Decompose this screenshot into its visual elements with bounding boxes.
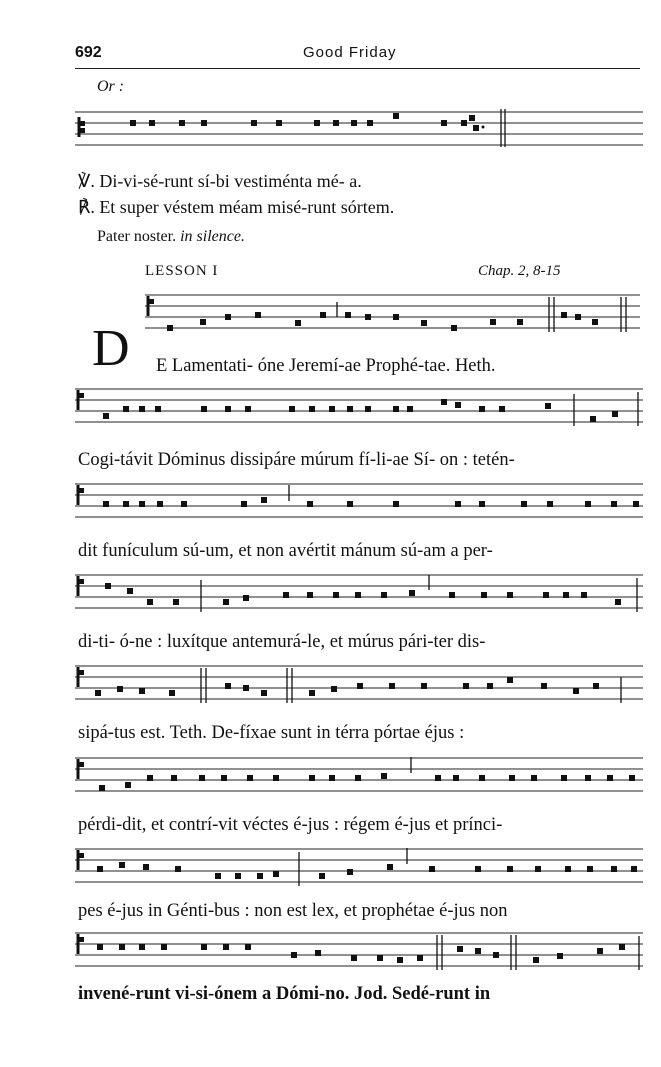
pater-noster-text: Pater noster. xyxy=(97,228,177,245)
lyric-line-7: pes é-jus in Génti-bus : non est lex, et prophétae é-jus non xyxy=(78,901,508,921)
lyric-line-4: di-ti- ó-ne : luxítque antemurá-le, et múrus pári-ter dis- xyxy=(78,632,486,652)
music-staff-5 xyxy=(75,663,643,707)
music-staff-8 xyxy=(75,930,643,974)
lesson-title: LESSON I xyxy=(145,263,219,279)
versicle-line: ℣. Di-vi-sé-runt sí-bi vestiménta mé- a. xyxy=(78,171,362,191)
chapter-reference: Chap. 2, 8-15 xyxy=(478,263,561,279)
page-header xyxy=(75,44,640,69)
lyric-line-5: sipá-tus est. Teth. De-fíxae sunt in térra pórtae éjus : xyxy=(78,723,465,743)
music-staff-6 xyxy=(75,755,643,799)
lyric-line-1: E Lamentati- óne Jeremí-ae Prophé-tae. Heth. xyxy=(156,356,496,376)
lyric-line-8: invené-runt vi-si-ónem a Dómi-no. Jod. Sedé-runt in xyxy=(78,984,491,1004)
lyric-line-6: pérdi-dit, et contrí-vit véctes é-jus : régem é-jus et prínci- xyxy=(78,815,503,835)
music-staff-2 xyxy=(75,386,643,430)
lyric-line-3: dit funículum sú-um, et non avértit mánum sú-am a per- xyxy=(78,541,493,561)
or-label: Or : xyxy=(97,78,125,95)
page-number: 692 xyxy=(75,44,102,61)
music-staff-3 xyxy=(75,481,643,525)
running-title: Good Friday xyxy=(303,44,397,61)
lyric-line-2: Cogi-távit Dóminus dissipáre múrum fí-li-ae Sí- on : tetén- xyxy=(78,450,515,470)
music-staff-7 xyxy=(75,846,643,890)
music-staff-intro xyxy=(75,109,643,153)
response-line: ℟. Et super véstem méam misé-runt sórtem. xyxy=(78,197,395,217)
pater-noster-line xyxy=(97,228,245,246)
drop-cap: D xyxy=(92,320,130,377)
pater-noster-rubric: in silence. xyxy=(180,228,245,245)
music-staff-1 xyxy=(145,292,640,336)
music-staff-4 xyxy=(75,572,643,616)
